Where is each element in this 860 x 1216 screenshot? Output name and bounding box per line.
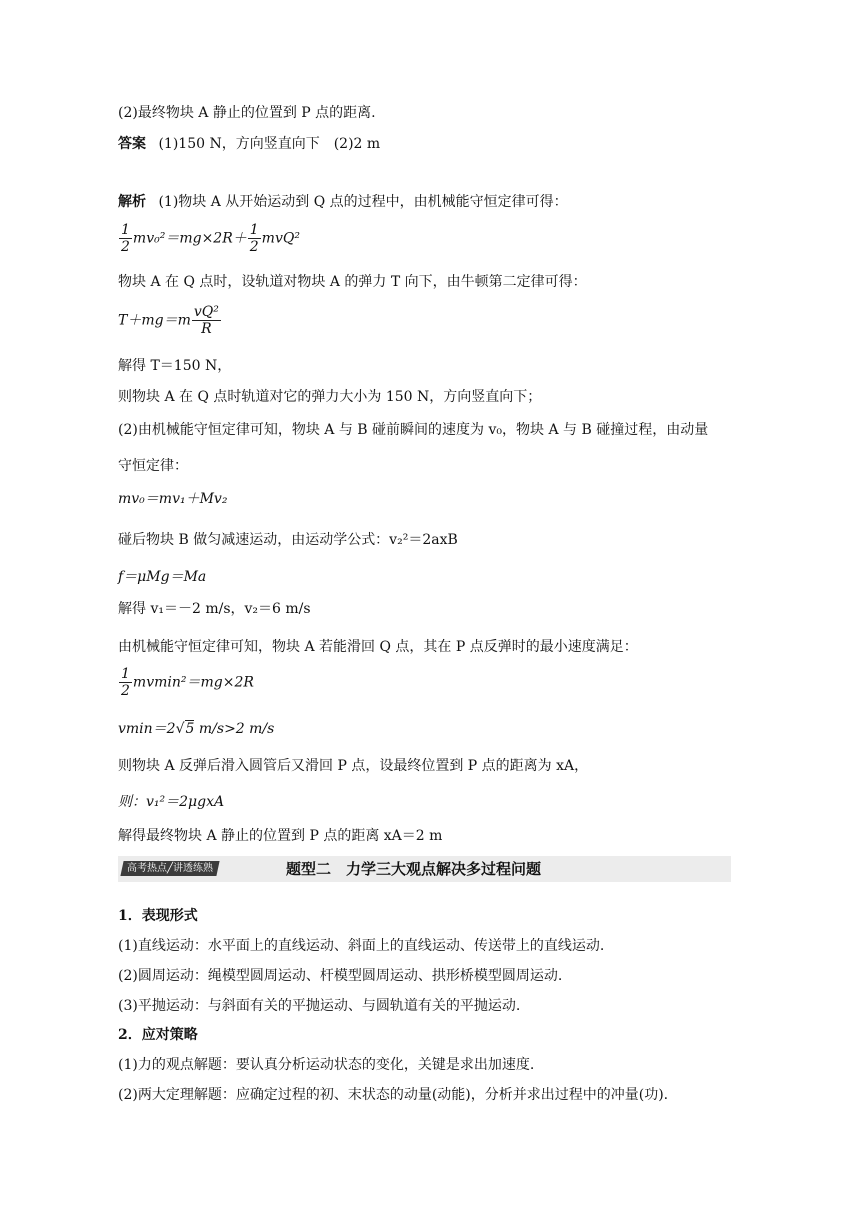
equation-min-speed-body: mvmin²＝mg×2R — [132, 674, 254, 691]
equation-newton-lhs: T＋mg＝m — [118, 312, 191, 329]
analysis-step-2: 物块 A 在 Q 点时，设轨道对物块 A 的弹力 T 向下，由牛顿第二定律可得： — [118, 274, 587, 290]
answer-line — [118, 134, 380, 154]
section-banner — [118, 856, 731, 882]
equation-newton — [118, 304, 222, 337]
kinematics-step: 碰后物块 B 做匀减速运动，由运动学公式：v₂²＝2axB — [118, 532, 458, 548]
fraction: $\frac{1}{2}$ — [121, 222, 130, 255]
section-title: 题型二 力学三大观点解决多过程问题 — [286, 860, 542, 878]
list-item: (1)力的观点解题：要认真分析运动状态的变化，关键是求出加速度. — [118, 1057, 535, 1073]
equation-min-speed — [118, 666, 254, 699]
topic-badge: 高考热点╱讲透练熟 — [120, 861, 219, 876]
analysis-intro: (1)物块 A 从开始运动到 Q 点的过程中，由机械能守恒定律可得： — [158, 194, 568, 210]
equation-energy — [118, 222, 300, 255]
section-1-heading: 1．表现形式 — [118, 908, 198, 924]
analysis-label: 解析 — [118, 194, 146, 210]
equation-distance: 则：v₁²＝2μgxA — [118, 794, 225, 810]
section-2-heading: 2．应对策略 — [118, 1027, 198, 1043]
part-2-intro-cont: 守恒定律： — [118, 458, 188, 474]
rebound-step: 则物块 A 反弹后滑入圆管后又滑回 P 点，设最终位置到 P 点的距离为 xA， — [118, 758, 589, 774]
analysis-intro-line — [118, 192, 568, 212]
list-item: (3)平抛运动：与斜面有关的平抛运动、与圆轨道有关的平抛运动. — [118, 998, 521, 1014]
solve-tension: 解得 T＝150 N， — [118, 358, 232, 374]
list-item: (1)直线运动：水平面上的直线运动、斜面上的直线运动、传送带上的直线运动. — [118, 938, 605, 954]
fraction: $\frac{\text{vQ²}}{R}$ — [193, 304, 219, 337]
part-2-intro: (2)由机械能守恒定律可知，物块 A 与 B 碰前瞬间的速度为 v₀，物块 A 与 B 碰撞过程，由动量 — [118, 422, 709, 438]
sqrt-sign: √ — [175, 721, 185, 737]
answer-text: (1)150 N，方向竖直向下 (2)2 m — [158, 136, 381, 152]
solve-velocities: 解得 v₁＝－2 m/s，v₂＝6 m/s — [118, 601, 311, 617]
fraction: $\frac{1}{2}$ — [121, 666, 130, 699]
equation-momentum: mv₀＝mv₁＋Mv₂ — [118, 491, 228, 507]
list-item: (2)两大定理解题：应确定过程的初、末状态的动量(动能)，分析并求出过程中的冲量(功). — [118, 1087, 669, 1103]
list-item: (2)圆周运动：绳模型圆周运动、杆模型圆周运动、拱形桥模型圆周运动. — [118, 968, 563, 984]
fraction: $\frac{1}{2}$ — [249, 222, 259, 255]
min-speed-condition: 由机械能守恒定律可知，物块 A 若能滑回 Q 点，其在 P 点反弹时的最小速度满足： — [118, 639, 638, 655]
equation-energy-lhs: mv₀²＝mg×2R＋ — [132, 230, 247, 247]
answer-label: 答案 — [118, 136, 146, 152]
equation-min-speed-value: vmin＝2√5 m/s>2 m/s — [118, 721, 275, 737]
conclusion-part-1: 则物块 A 在 Q 点时轨道对它的弹力大小为 150 N，方向竖直向下； — [118, 389, 542, 405]
final-result: 解得最终物块 A 静止的位置到 P 点的距离 xA＝2 m — [118, 828, 443, 844]
question-2: (2)最终物块 A 静止的位置到 P 点的距离. — [118, 105, 376, 121]
equation-energy-rhs: mvQ² — [261, 230, 300, 247]
equation-friction: f＝μMg＝Ma — [118, 569, 207, 585]
